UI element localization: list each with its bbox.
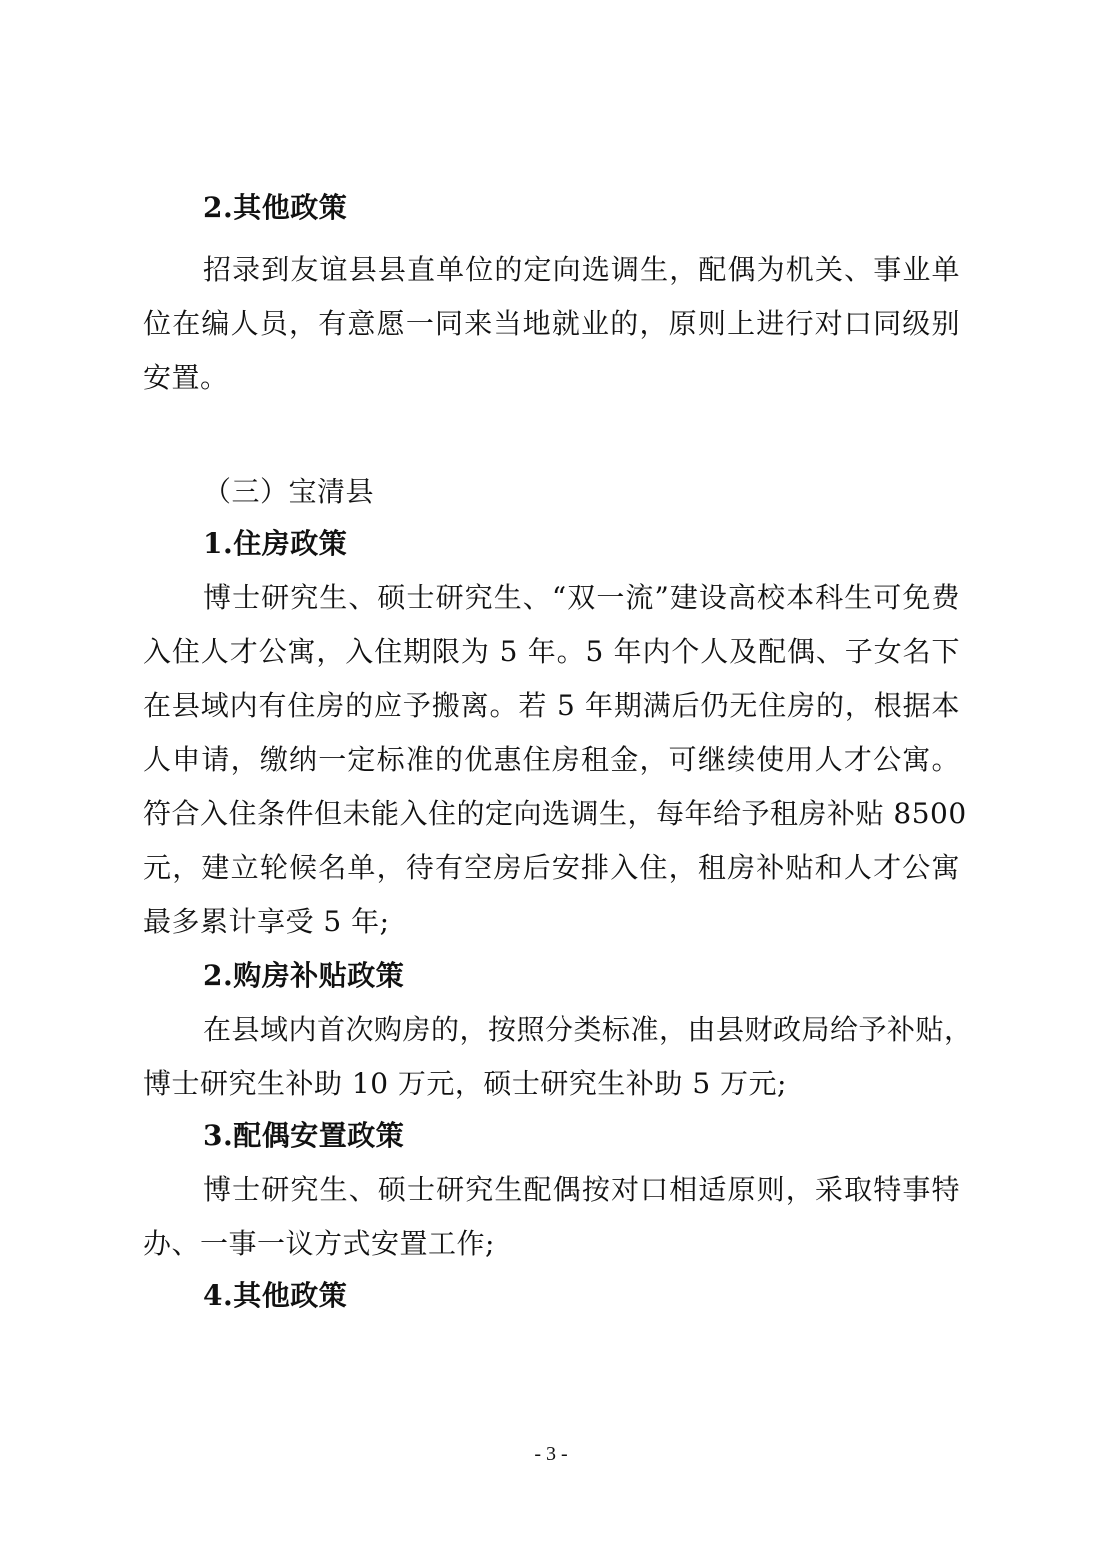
paragraph-line: 博士研究生补助 10 万元，硕士研究生补助 5 万元;	[143, 1067, 787, 1100]
paragraph-line: 博士研究生、硕士研究生配偶按对口相适原则，采取特事特	[203, 1173, 960, 1206]
paragraph-line: 入住人才公寓，入住期限为 5 年。5 年内个人及配偶、子女名下	[143, 635, 960, 668]
section-heading-other-policy-4: 4.其他政策	[203, 1279, 348, 1312]
page-number: - 3 -	[534, 1443, 568, 1465]
paragraph-line: 人申请，缴纳一定标准的优惠住房租金，可继续使用人才公寓。	[143, 743, 960, 776]
paragraph-line: 在县域内首次购房的，按照分类标准，由县财政局给予补贴，	[203, 1013, 973, 1046]
paragraph-line: 招录到友谊县县直单位的定向选调生，配偶为机关、事业单	[203, 253, 960, 286]
paragraph-line: 博士研究生、硕士研究生、“双一流”建设高校本科生可免费	[203, 581, 960, 614]
paragraph-line: 办、一事一议方式安置工作;	[143, 1227, 495, 1260]
county-title: （三）宝清县	[203, 475, 375, 508]
paragraph-line: 符合入住条件但未能入住的定向选调生，每年给予租房补贴 8500	[143, 797, 967, 830]
section-heading-other-policy: 2.其他政策	[203, 191, 348, 224]
section-heading-housing: 1.住房政策	[203, 527, 348, 560]
paragraph-line: 元，建立轮候名单，待有空房后安排入住，租房补贴和人才公寓	[143, 851, 960, 884]
paragraph-line: 在县域内有住房的应予搬离。若 5 年期满后仍无住房的，根据本	[143, 689, 960, 722]
paragraph-line: 位在编人员，有意愿一同来当地就业的，原则上进行对口同级别	[143, 307, 960, 340]
section-heading-spouse: 3.配偶安置政策	[203, 1119, 405, 1152]
paragraph-line: 最多累计享受 5 年;	[143, 905, 390, 938]
section-heading-purchase-subsidy: 2.购房补贴政策	[203, 959, 405, 992]
paragraph-line: 安置。	[143, 361, 229, 394]
